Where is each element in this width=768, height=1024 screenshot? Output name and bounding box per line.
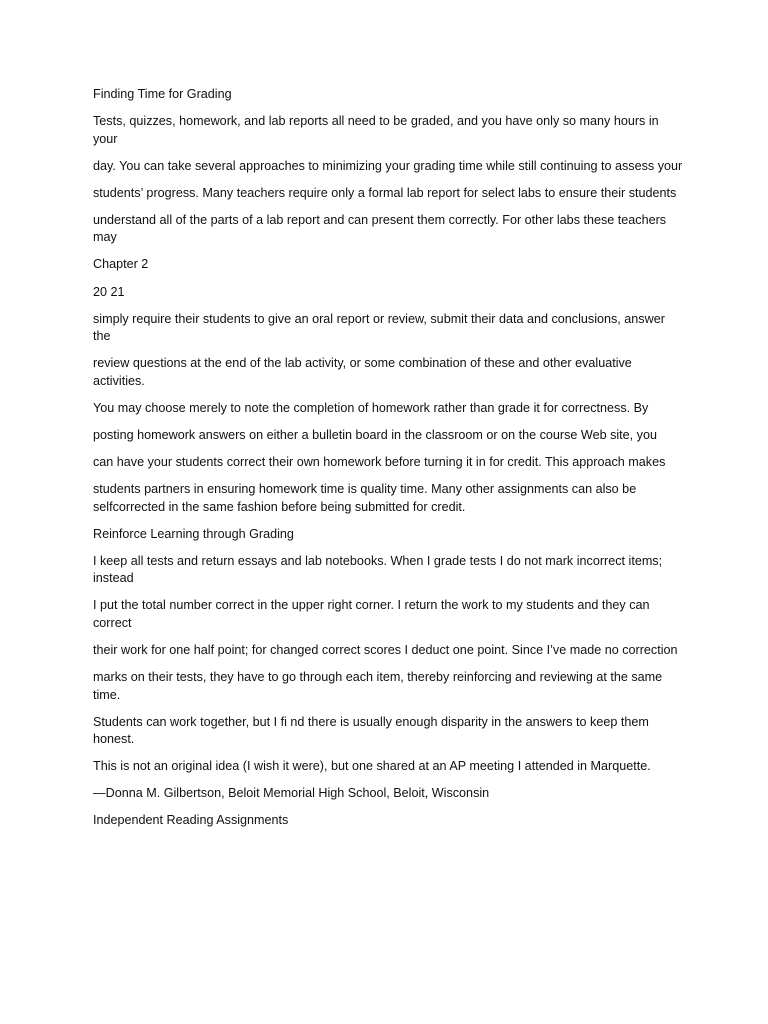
- paragraph: I put the total number correct in the upper right corner. I return the work to my students and they can correct: [93, 598, 650, 630]
- attribution: —Donna M. Gilbertson, Beloit Memorial High School, Beloit, Wisconsin: [93, 786, 490, 801]
- paragraph: simply require their students to give an oral report or review, submit their data and conclusions, answer the: [93, 311, 665, 344]
- paragraph: I keep all tests and return essays and lab notebooks. When I grade tests I do not mark incorrect items; instead: [93, 553, 663, 586]
- paragraph: understand all of the parts of a lab report and can present them correctly. For other labs these teachers may: [93, 212, 667, 245]
- paragraph: This is not an original idea (I wish it were), but one shared at an AP meeting I attended in Marquette.: [93, 759, 651, 774]
- paragraph: marks on their tests, they have to go through each item, thereby reinforcing and reviewing at the same time.: [93, 670, 663, 702]
- paragraph: You may choose merely to note the completion of homework rather than grade it for correctness. By: [93, 400, 649, 415]
- paragraph: students partners in ensuring homework time is quality time. Many other assignments can also be selfcorrected in the same fashion before being submitted for credit.: [93, 482, 637, 514]
- paragraph: day. You can take several approaches to minimizing your grading time while still continuing to assess your: [93, 158, 683, 173]
- paragraph: can have your students correct their own homework before turning it in for credit. This approach makes: [93, 455, 666, 470]
- paragraph: Students can work together, but I fi nd there is usually enough disparity in the answers to keep them honest.: [93, 714, 649, 747]
- paragraph: students’ progress. Many teachers require only a formal lab report for select labs to ensure their students: [93, 185, 677, 200]
- paragraph: their work for one half point; for changed correct scores I deduct one point. Since I’ve made no correction: [93, 643, 678, 657]
- page-numbers: 20 21: [93, 284, 125, 299]
- document-body: [93, 86, 683, 840]
- paragraph: posting homework answers on either a bulletin board in the classroom or on the course Web site, you: [93, 427, 657, 442]
- paragraph: Tests, quizzes, homework, and lab reports all need to be graded, and you have only so many hours in your: [93, 114, 659, 146]
- section-heading: Independent Reading Assignments: [93, 813, 289, 828]
- section-heading: Finding Time for Grading: [93, 87, 232, 101]
- paragraph: review questions at the end of the lab activity, or some combination of these and other evaluative activities.: [93, 356, 632, 388]
- chapter-label: Chapter 2: [93, 257, 149, 272]
- section-heading: Reinforce Learning through Grading: [93, 526, 294, 541]
